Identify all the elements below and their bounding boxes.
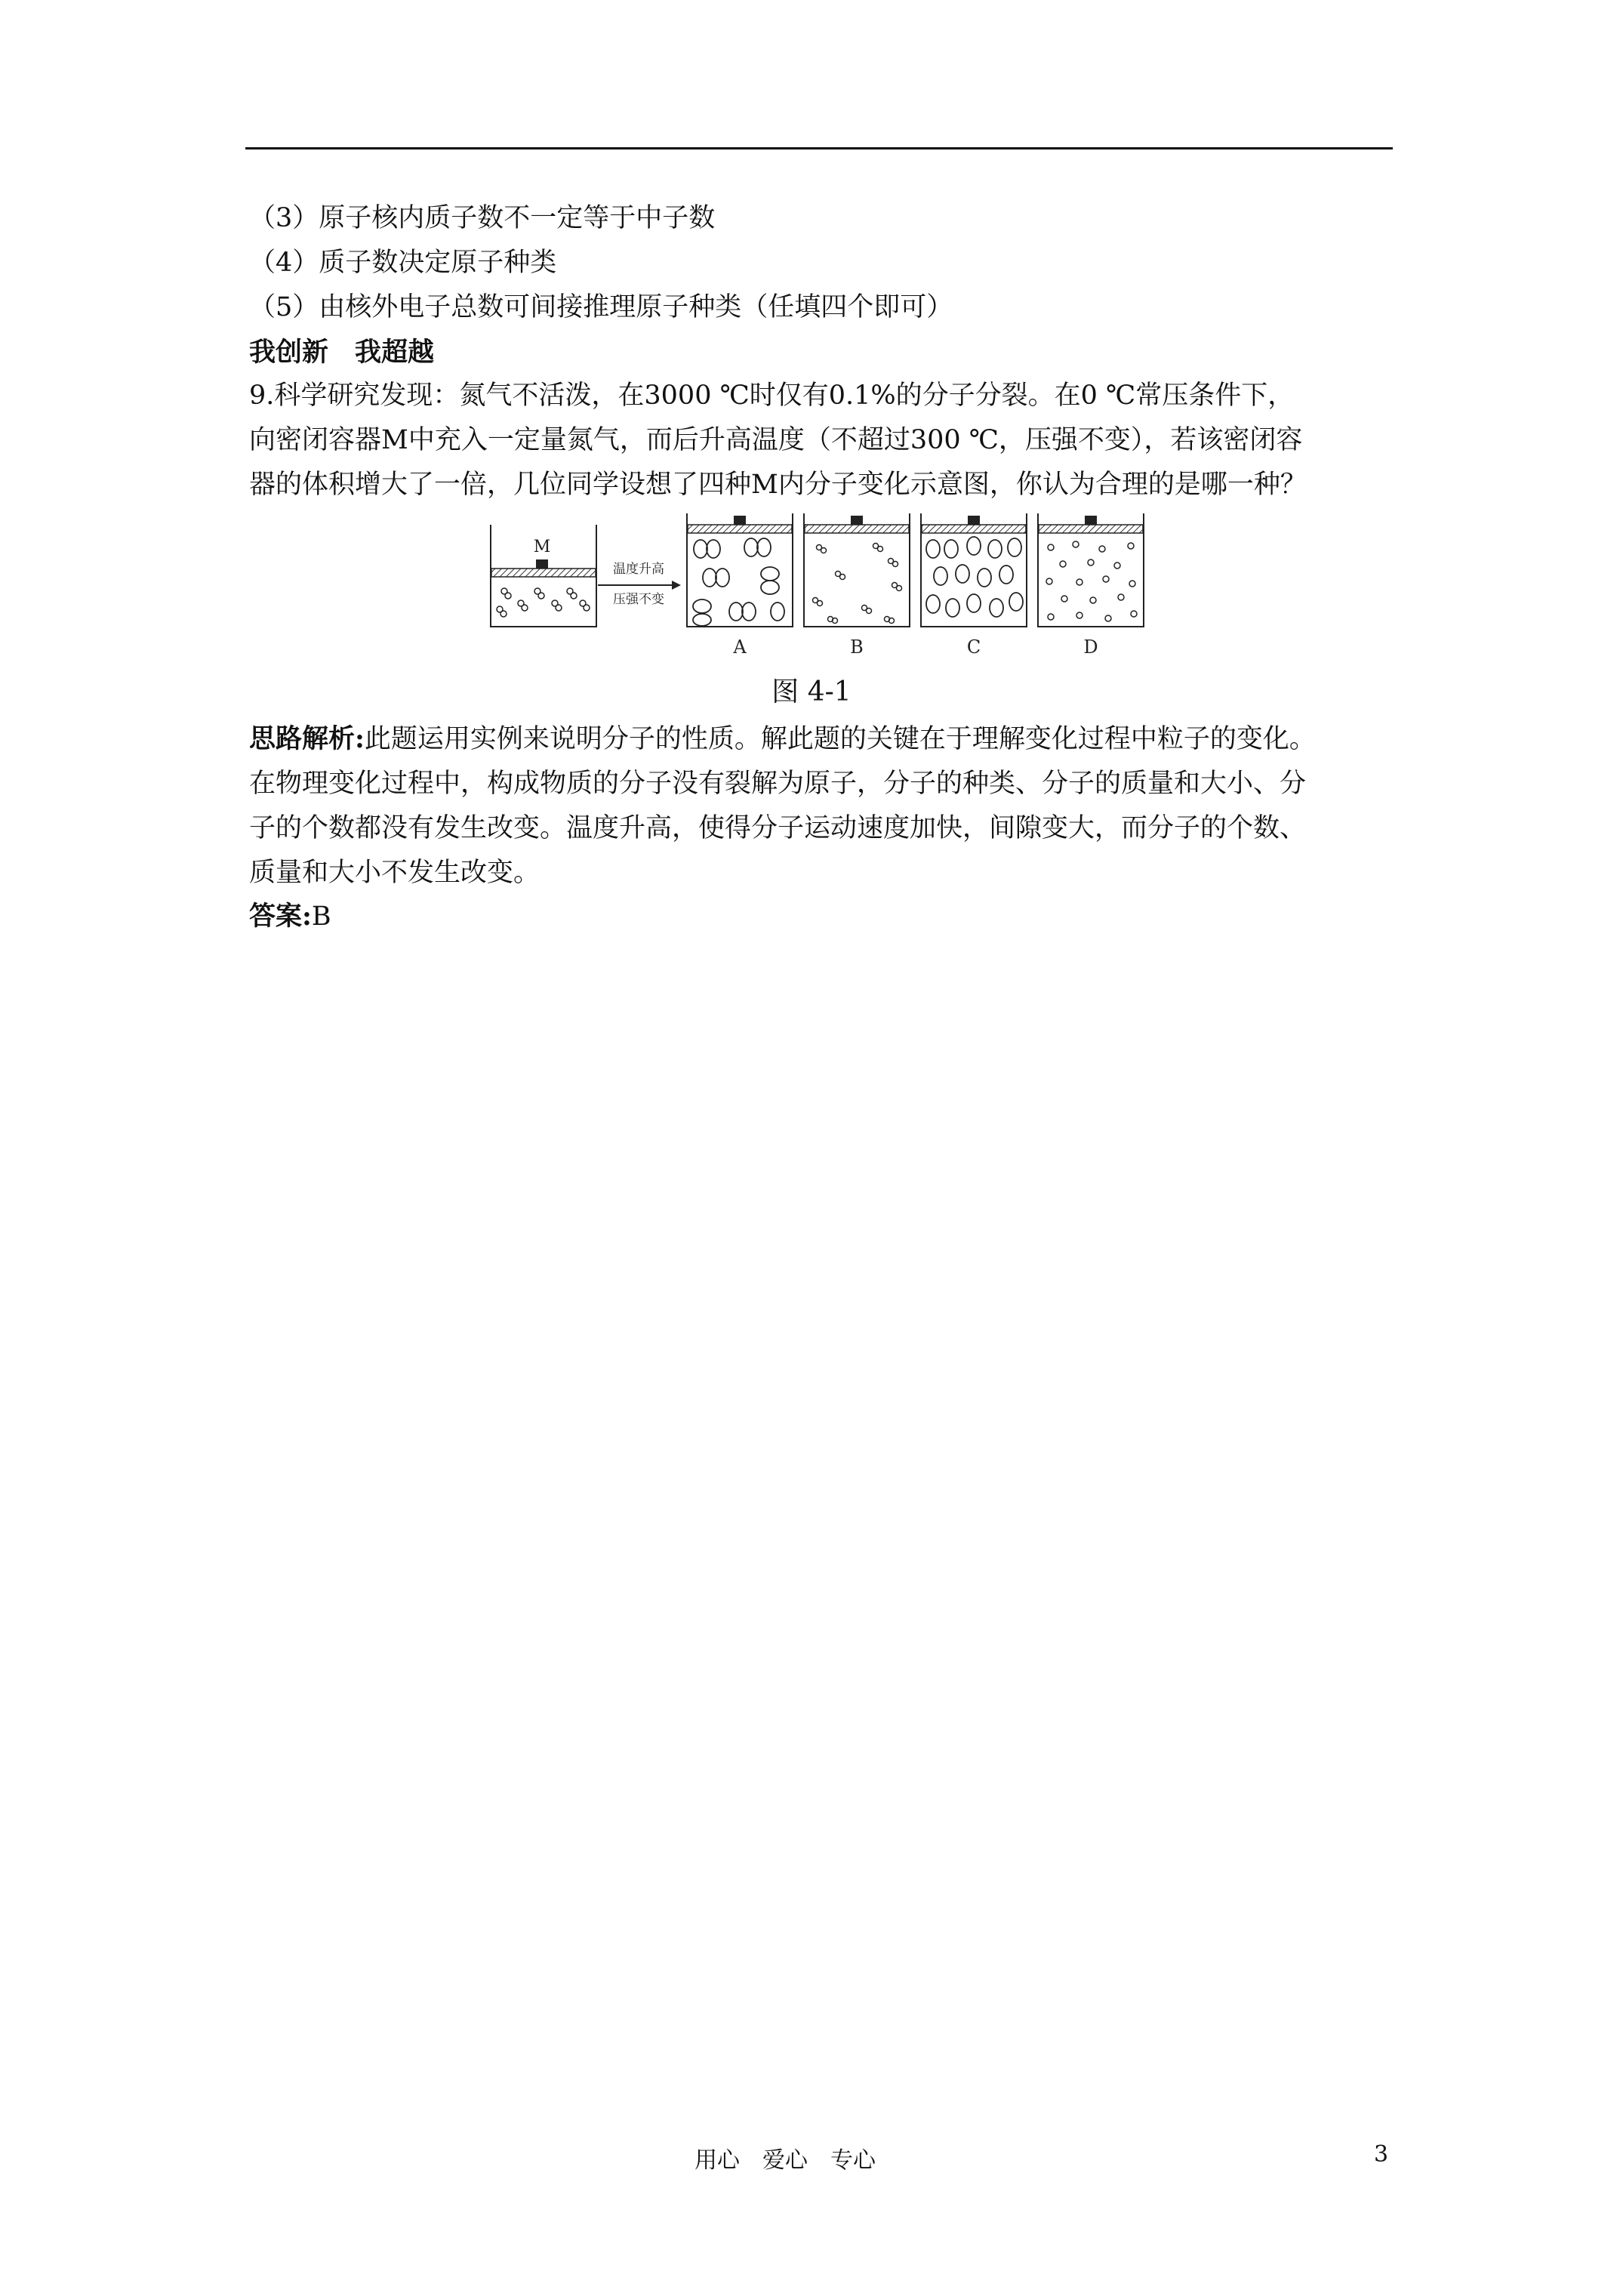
question-line: 器的体积增大了一倍，几位同学设想了四种M内分子变化示意图，你认为合理的是哪一种？ bbox=[249, 470, 1307, 500]
header-rule bbox=[245, 147, 1393, 149]
option-label-c: C bbox=[966, 636, 981, 658]
footer-motto: 用心 爱心 专心 bbox=[694, 2147, 876, 2174]
option-label-a: A bbox=[733, 636, 747, 658]
analysis-text: 此题运用实例来说明分子的性质。解此题的关键在于理解变化过程中粒子的变化。 bbox=[364, 724, 1316, 754]
option-label-b: B bbox=[850, 636, 864, 658]
analysis-line bbox=[249, 720, 1316, 759]
option-d-container bbox=[1038, 513, 1144, 658]
list-item: （5）由核外电子总数可间接推理原子种类（任填四个即可） bbox=[249, 292, 953, 322]
section-title: 我创新 我超越 bbox=[249, 337, 435, 368]
arrow bbox=[598, 562, 681, 607]
figure-caption: 图 4-1 bbox=[771, 676, 852, 707]
question-line: 9.科学研究发现：氮气不活泼，在3000 ℃时仅有0.1%的分子分裂。在0 ℃常压条件下， bbox=[249, 381, 1295, 411]
answer-value: B bbox=[311, 901, 331, 932]
page-number: 3 bbox=[1374, 2141, 1389, 2168]
arrow-label-top: 温度升高 bbox=[613, 562, 664, 577]
analysis-line: 质量和大小不发生改变。 bbox=[249, 858, 540, 888]
initial-container bbox=[491, 525, 596, 627]
container-label: M bbox=[533, 538, 551, 556]
list-item: （4）质子数决定原子种类 bbox=[249, 248, 557, 278]
analysis-line: 在物理变化过程中，构成物质的分子没有裂解为原子，分子的种类、分子的质量和大小、分 bbox=[249, 769, 1307, 799]
list-item: （3）原子核内质子数不一定等于中子数 bbox=[249, 203, 716, 233]
analysis-label: 思路解析: bbox=[249, 723, 365, 754]
arrow-label-bottom: 压强不变 bbox=[613, 592, 664, 607]
answer-label: 答案: bbox=[249, 901, 312, 932]
option-label-d: D bbox=[1083, 636, 1098, 658]
option-c-container bbox=[921, 513, 1027, 658]
analysis-line: 子的个数都没有发生改变。温度升高，使得分子运动速度加快，间隙变大，而分子的个数、 bbox=[249, 813, 1307, 843]
question-line: 向密闭容器M中充入一定量氮气，而后升高温度（不超过300 ℃，压强不变），若该密闭容 bbox=[249, 425, 1303, 455]
option-b-container bbox=[804, 513, 910, 658]
option-a-container bbox=[687, 513, 793, 658]
molecule-diagram bbox=[483, 510, 1163, 661]
answer-line bbox=[249, 897, 331, 936]
